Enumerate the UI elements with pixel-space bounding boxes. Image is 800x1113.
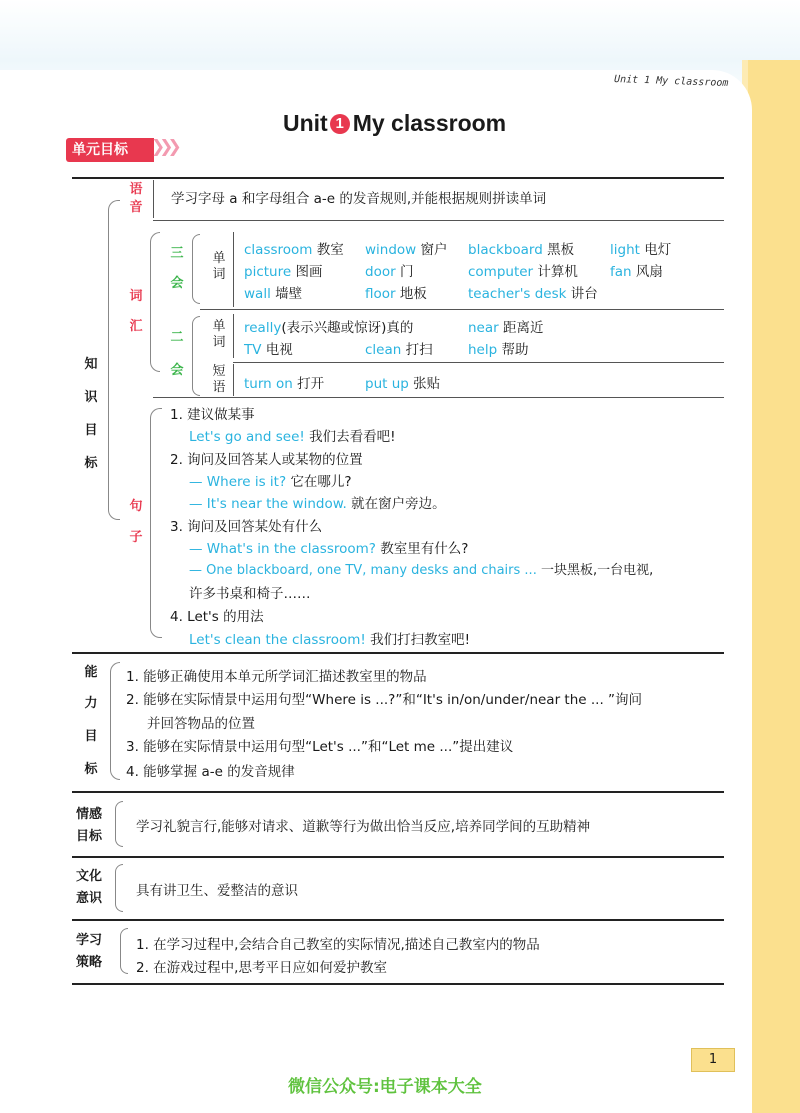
divider [72,919,724,921]
vocab-item: teacher's desk 讲台 [468,286,598,302]
pronunciation-label-char: 音 [129,200,143,215]
vocab-brace [150,232,160,372]
vocab-item: near 距离近 [468,320,544,336]
sentences-label-char: 句 [129,499,143,514]
words-label-char: 单 [212,251,226,266]
knowledge-label-char: 知 [84,357,98,372]
divider [200,309,724,310]
title-text: My classroom [352,110,507,136]
sentence-title: 3. 询问及回答某处有什么 [170,519,323,535]
culture-brace [115,864,123,912]
watermark: 微信公众号:电子课本大全 [288,1077,482,1097]
sentence-title: 4. Let's 的用法 [170,609,264,625]
strategy-brace [120,928,128,974]
section-arrows-icon: ❯❯❯ [151,137,176,157]
culture-label: 文化 意识 [76,869,103,906]
three-level-char: 三 [170,246,184,261]
sentence-example: — Where is it? 它在哪儿? [189,474,352,490]
divider [72,983,724,985]
emotion-brace [115,801,123,847]
emotion-text: 学习礼貌言行,能够对请求、道歉等行为做出恰当反应,培养同学间的互助精神 [136,819,591,835]
vocab-divider [233,232,234,307]
pronunciation-label-char: 语 [129,182,143,197]
two-level-char: 会 [170,363,184,378]
section-label: 单元目标 [66,138,154,162]
ability-label-char: 力 [84,696,98,711]
divider [153,220,724,221]
ability-label-char: 能 [84,665,98,680]
knowledge-brace [108,200,120,520]
vocab-item: window 窗户 [365,242,448,258]
two-level-char: 二 [170,330,184,345]
knowledge-label-char: 标 [84,456,98,471]
divider [233,362,724,363]
vocab-divider [233,314,234,358]
knowledge-label-char: 识 [84,390,98,405]
vocab-label-char: 词 [129,289,143,304]
sentences-label-char: 子 [129,530,143,545]
sentence-example: Let's go and see! 我们去看看吧! [189,429,396,445]
three-level-char: 会 [170,276,184,291]
page-number: 1 [691,1048,735,1072]
vocab-item: classroom 教室 [244,242,344,258]
sentences-brace [150,408,162,638]
vocab-item: help 帮助 [468,342,529,358]
ability-label-char: 目 [84,729,98,744]
strategy-label: 学习 策略 [76,933,103,970]
vocab-item: door 门 [365,264,414,280]
three-level-brace [192,234,200,304]
title-prefix: Unit [283,110,328,136]
sentence-example: 许多书桌和椅子…… [189,586,311,602]
vocab-item: wall 墙壁 [244,286,303,302]
ability-item: 2. 能够在实际情景中运用句型“Where is ...?”和“It's in/on/under/near the ... ”询问 [126,692,643,708]
sentence-example: — One blackboard, one TV, many desks and chairs ... 一块黑板,一台电视, [189,563,654,578]
strategy-item: 1. 在学习过程中,会结合自己教室的实际情况,描述自己教室内的物品 [136,937,540,953]
pronunciation-divider [153,180,154,218]
ability-label-char: 标 [84,762,98,777]
phrase-item: turn on 打开 [244,376,325,392]
phrase-item: put up 张贴 [365,376,441,392]
words-label-char: 单 [212,319,226,334]
sentence-title: 2. 询问及回答某人或某物的位置 [170,452,363,468]
ability-brace [110,662,120,780]
vocab-item: picture 图画 [244,264,323,280]
unit-number-badge: 1 [330,114,350,134]
sentence-example: Let's clean the classroom! 我们打扫教室吧! [189,632,471,648]
sentence-example: — What's in the classroom? 教室里有什么? [189,541,469,557]
vocab-item: really(表示兴趣或惊讶)真的 [244,320,414,336]
vocab-item: computer 计算机 [468,264,578,280]
phrases-label-char: 语 [212,380,226,395]
divider [153,397,724,398]
running-head: Unit 1 My classroom [613,74,729,89]
ability-item: 1. 能够正确使用本单元所学词汇描述教室里的物品 [126,669,427,685]
divider [72,856,724,858]
two-level-brace [192,316,200,396]
sentence-title: 1. 建议做某事 [170,407,255,423]
vocab-item: blackboard 黑板 [468,242,575,258]
page-title [283,110,506,137]
divider [72,791,724,793]
vocab-item: clean 打扫 [365,342,433,358]
phrases-label-char: 短 [212,364,226,379]
pronunciation-text: 学习字母 a 和字母组合 a-e 的发音规则,并能根据规则拼读单词 [171,191,547,207]
sentence-example: — It's near the window. 就在窗户旁边。 [189,496,446,512]
ability-item: 3. 能够在实际情景中运用句型“Let's ...”和“Let me ...”提出建议 [126,739,514,755]
vocab-item: TV 电视 [244,342,293,358]
vocab-item: floor 地板 [365,286,427,302]
knowledge-label-char: 目 [84,423,98,438]
words-label-char: 词 [212,335,226,350]
vocab-divider [233,364,234,396]
divider [72,177,724,179]
words-label-char: 词 [212,267,226,282]
culture-text: 具有讲卫生、爱整洁的意识 [136,883,298,899]
vocab-item: light 电灯 [610,242,672,258]
ability-item: 并回答物品的位置 [147,716,255,732]
vocab-label-char: 汇 [129,319,143,334]
vocab-item: fan 风扇 [610,264,663,280]
ability-item: 4. 能够掌握 a-e 的发音规律 [126,764,295,780]
strategy-item: 2. 在游戏过程中,思考平日应如何爱护教室 [136,960,387,976]
divider [72,652,724,654]
emotion-label: 情感 目标 [76,807,103,844]
